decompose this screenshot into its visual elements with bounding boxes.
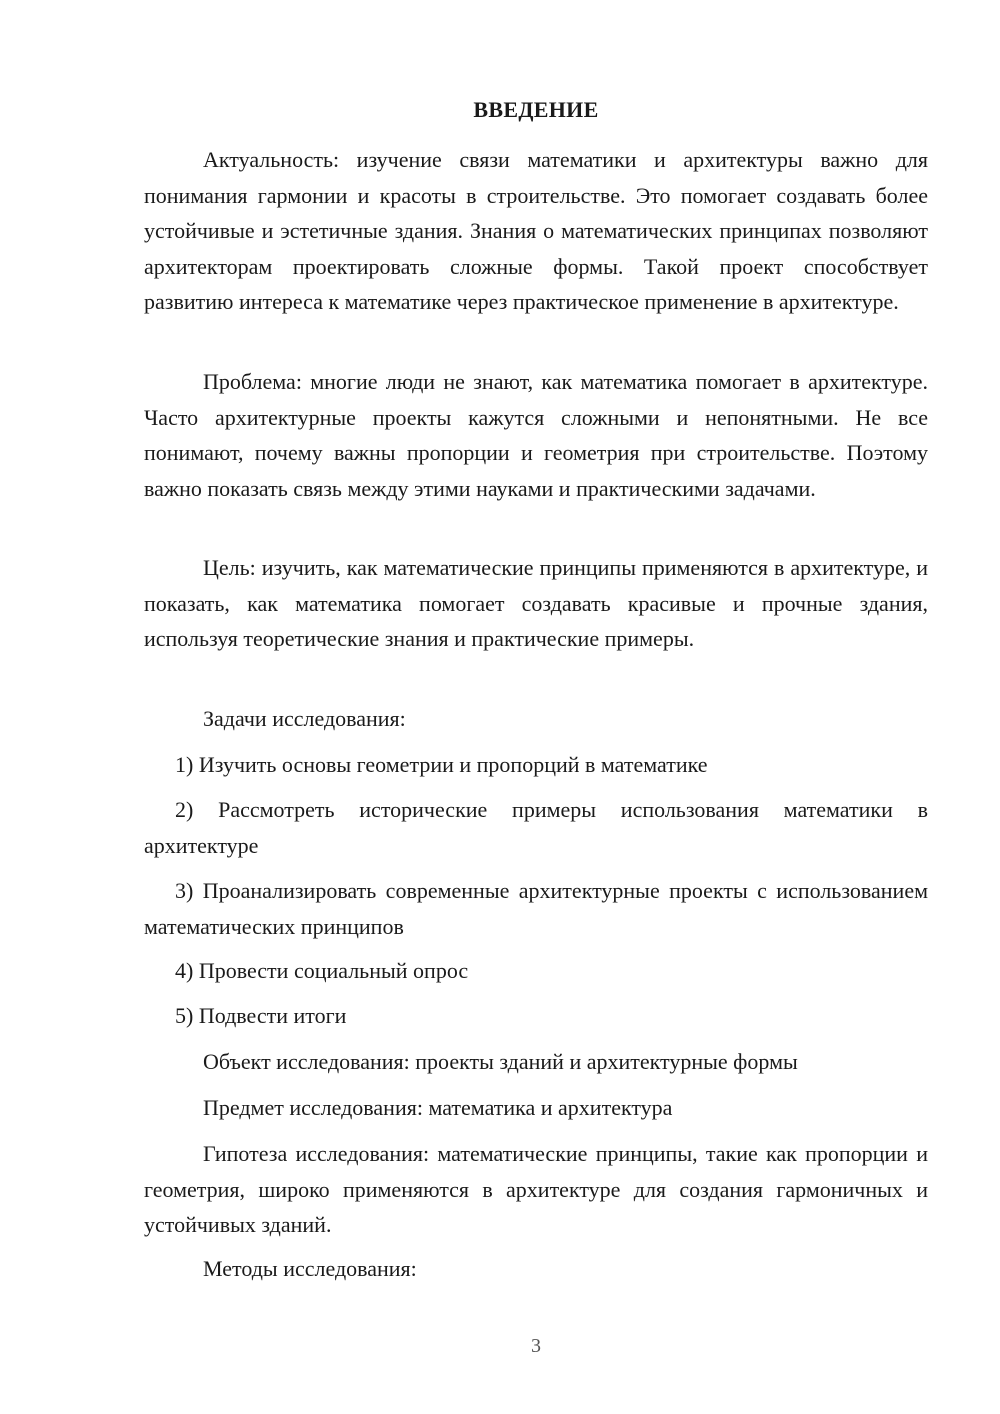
task-item-2: 2) Рассмотреть исторические примеры использования математики в архитектуре [144, 797, 928, 858]
task-item-5: 5) Подвести итоги [175, 1003, 347, 1028]
paragraph-subject: Предмет исследования: математика и архитектура [203, 1095, 673, 1120]
paragraph-tasks-heading: Задачи исследования: [203, 706, 406, 731]
page-number: 3 [531, 1335, 541, 1357]
task-item-1: 1) Изучить основы геометрии и пропорций в математике [175, 752, 708, 777]
section-title: ВВЕДЕНИЕ [473, 97, 599, 122]
paragraph-relevance: Актуальность: изучение связи математики и архитектуры важно для понимания гармонии и красоты в строительстве. Это помогает создавать более устойчивые и эстетичные здания. Знания о математических принципах позволяют архитекторам проектировать сложные формы. Такой проект способствует развитию интереса к математике через практическое применение в архитектуре. [144, 147, 928, 314]
task-item-3: 3) Проанализировать современные архитектурные проекты с использованием математических принципов [144, 878, 928, 939]
paragraph-problem: Проблема: многие люди не знают, как математика помогает в архитектуре. Часто архитектурные проекты кажутся сложными и непонятными. Не все понимают, почему важны пропорции и геометрия при строительстве. Поэтому важно показать связь между этими науками и практическими задачами. [144, 369, 928, 501]
paragraph-object: Объект исследования: проекты зданий и архитектурные формы [203, 1049, 798, 1074]
paragraph-goal: Цель: изучить, как математические принципы применяются в архитектуре, и показать, как математика помогает создавать красивые и прочные здания, используя теоретические знания и практические примеры. [144, 555, 928, 651]
paragraph-hypothesis: Гипотеза исследования: математические принципы, такие как пропорции и геометрия, широко применяются в архитектуре для создания гармоничных и устойчивых зданий. [144, 1141, 928, 1237]
task-item-4: 4) Провести социальный опрос [175, 958, 469, 983]
paragraph-methods: Методы исследования: [203, 1256, 417, 1281]
